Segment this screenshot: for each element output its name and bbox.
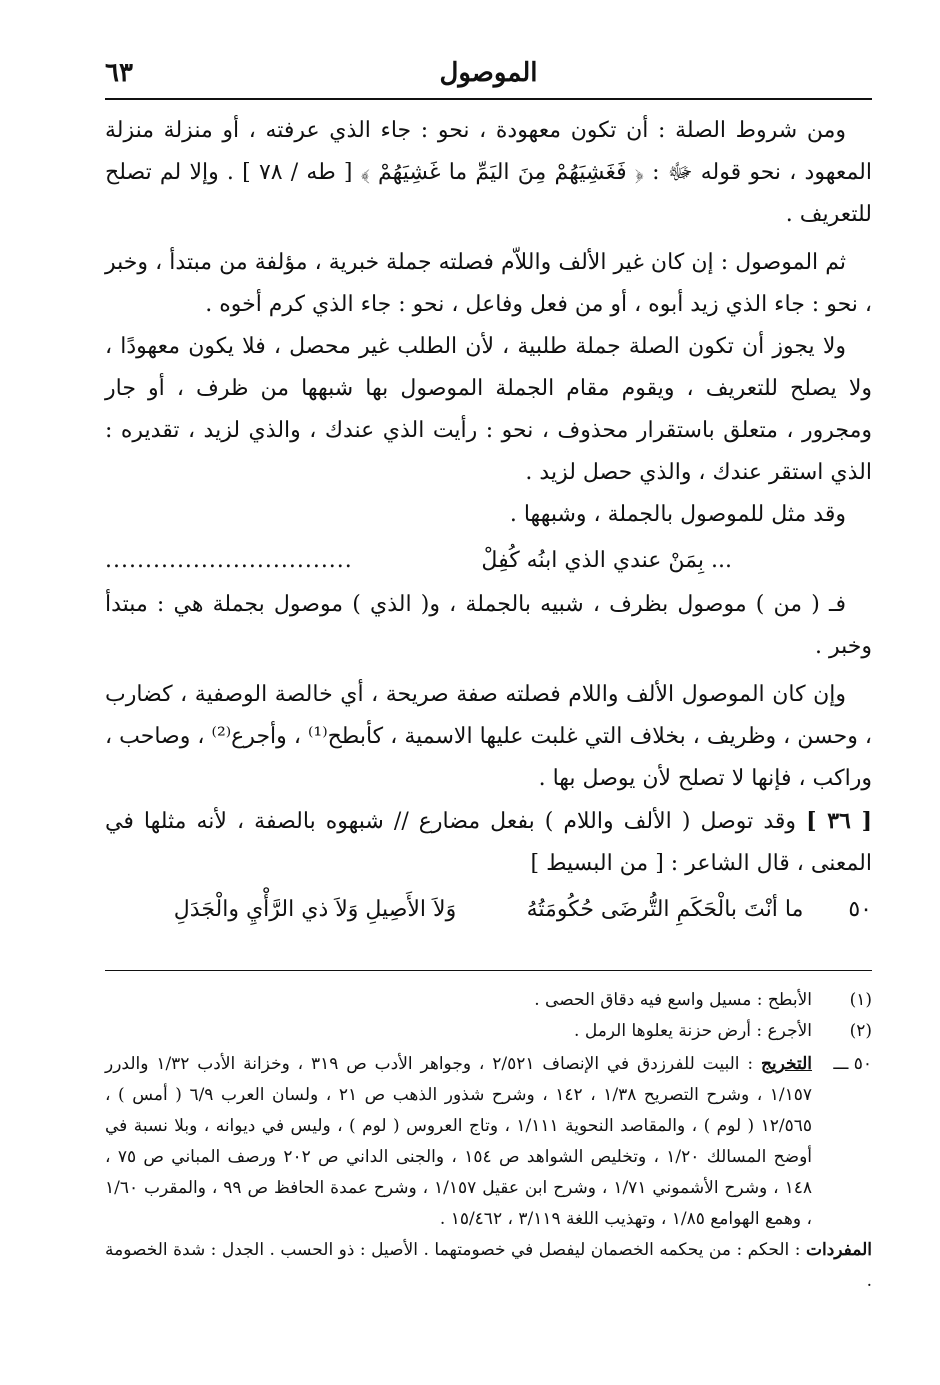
paragraph-3: ولا يجوز أن تكون الصلة جملة طلبية ، لأن الطلب غير محصل ، فلا يكون معهودًا ، ولا يصلح للتعريف ، ويقوم مقام الجملة الموصول بها شبهها من ظرف ، أو جار ومجرور ، متعلق باستقرار محذوف ، نحو : رأيت الذي عندك ، والذي لزيد ، تقديره : الذي استقر عندك ، والذي حصل لزيد . [105,334,873,485]
poem-fragment-text: ... بِمَنْ عندي الذي ابنُه كُفِلْ [481,548,732,573]
paragraph-2: ثم الموصول : إن كان غير الألف واللاّم فصلته جملة خبرية ، مؤلفة من مبتدأ ، وخبر ، نحو : جاء الذي زيد أبوه ، أو من فعل وفاعل ، نحو : جاء الذي كرم أخوه . [105,250,872,317]
takhrij-note [105,1049,872,1235]
footnote-number: (٢) [849,1021,872,1041]
poem-fragment-dots: ............................... [105,548,353,573]
footnote-text: الأجرع : أرض حزنة يعلوها الرمل . [574,1021,812,1041]
footnote-2 [105,1016,872,1047]
mufradat-note [105,1235,872,1297]
mufradat-label: المفردات [805,1240,872,1260]
verse-line [105,889,872,931]
footnotes [105,985,872,1297]
takhrij-body [105,1049,812,1235]
main-text [105,110,872,931]
page-number: ٦٣ [105,58,133,88]
paragraph-4: وقد مثل للموصول بالجملة ، وشبهها . [509,502,846,527]
page-header [105,58,872,100]
section-number: [ ٣٦ ] [806,808,873,834]
paragraph-5: فـ ( من ) موصول بظرف ، شبيه بالجملة ، و( الذي ) موصول بجملة هي : مبتدأ وخبر . [105,592,872,659]
footnote-divider [105,970,872,971]
footnote-1 [105,985,872,1016]
verse-hemistich-1: ما أنْتَ بالْحَكَمِ التُّرضَى حُكُومَتُهُ [526,897,804,922]
paragraph-6: وإن كان الموصول الألف واللام فصلته صفة صريحة ، أي خالصة الوصفية ، كضارب ، وحسن ، وظريف ، بخلاف التي غلبت عليها الاسمية ، كأبطح⁽¹⁾ ، وأجرع⁽²⁾ ، وصاحب ، وراكب ، فإنها لا تصلح لأن يوصل بها . [105,682,872,791]
footnote-text: الأبطح : مسيل واسع فيه دقاق الحصى . [534,990,812,1010]
verse-number: ٥٠ [848,897,872,922]
takhrij-number: ٥٠ ـــ [833,1054,872,1074]
paragraph-7 [105,800,872,885]
verse-hemistich-2: وَلاَ الأَصِيلِ وَلاَ ذي الرَّأْيِ والْجَدَلِ [173,897,457,922]
paragraph-7-text: وقد توصل ( الألف واللام ) بفعل مضارع // شبهوه بالصفة ، لأنه مثلها في المعنى ، قال الشاعر : [ من البسيط ] [105,809,872,876]
running-title: الموصول [439,58,538,88]
footnote-number: (١) [849,990,872,1010]
poem-fragment [105,540,872,582]
mufradat-text: : الحكم : من يحكمه الخصمان ليفصل في خصومتهما . الأصيل : ذو الحسب . الجدل : شدة الخصومة . [105,1240,872,1291]
paragraph-1: ومن شروط الصلة : أن تكون معهودة ، نحو : جاء الذي عرفته ، أو منزلة منزلة المعهود ، نحو قوله ﷻ : ﴿ فَغَشِيَهُمْ مِنَ اليَمِّ ما غَشِيَهُمْ ﴾ [ طه / ٧٨ ] . وإلا لم تصلح للتعريف . [105,118,872,227]
takhrij-text: : البيت للفرزدق في الإنصاف ٢/٥٢١ ، وجواهر الأدب ص ٣١٩ ، وخزانة الأدب ١/٣٢ والدرر ١/١٥٧ ، وشرح التصريح ١/٣٨ ، ١٤٢ ، وشرح شذور الذهب ص ٢١ ، ولسان العرب ٦/٩ ( أمس ) ، ١٢/٥٦٥ ( لوم ) ، والمقاصد النحوية ١/١١١ ، وتاج العروس ( لوم ) ، وليس في ديوانه ، وبلا نسبة في أوضح المسالك ١/٢٠ ، وتخليص الشواهد ص ١٥٤ ، والجنى الداني ص ٢٠٢ ورصف المباني ص ٧٥ ، ١٤٨ ، وشرح الأشموني ١/٧١ ، وشرح ابن عقيل ١/١٥٧ ، وشرح عمدة الحافظ ص ٩٩ ، والمقرب ١/٦٠ ، وهمع الهوامع ١/٨٥ ، وتهذيب اللغة ٣/١١٩ ، ١٥/٤٦٢ . [105,1054,813,1229]
takhrij-label: التخريج [760,1054,813,1074]
